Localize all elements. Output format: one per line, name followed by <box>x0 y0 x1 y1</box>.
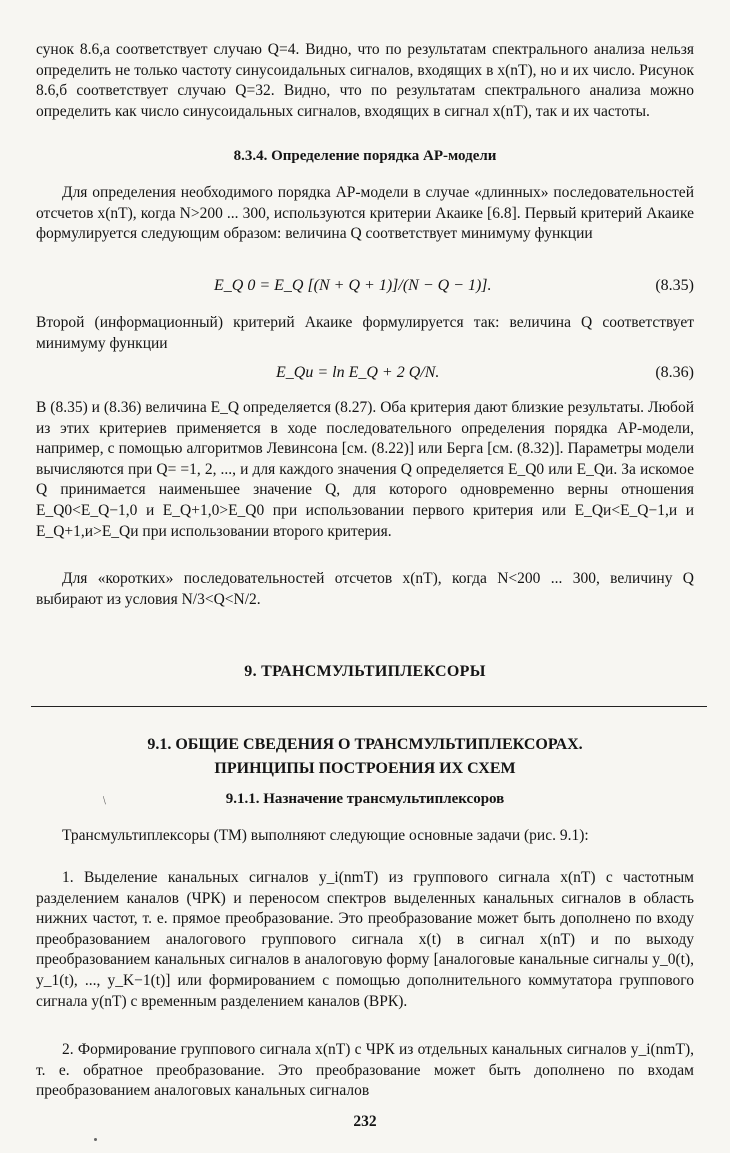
paragraph-tm-intro: Трансмультиплексоры (ТМ) выполняют следующие основные задачи (рис. 9.1): <box>62 827 589 844</box>
equation-8-35-body: E_Q 0 = E_Q [(N + Q + 1)]/(N − Q − 1)]. <box>214 277 492 294</box>
paragraph-short-sequences: Для «коротких» последовательностей отсчетов x(nT), когда N<200 ... 300, величину Q выбирают из условия N/3<Q<N/2. <box>36 570 694 608</box>
page-number: 232 <box>353 1113 377 1130</box>
paragraph-task-1: 1. Выделение канальных сигналов y_i(nmT) из группового сигнала x(nT) с частотным разделением каналов (ЧРК) и переносом спектров выделенных канальных сигналов в область нижних частот, т. е. прямое преобразование. Это преобразование может быть дополнено по входу преобразованием аналогового группового сигнала x(t) в сигнал x(nT) и по выходу преобразованием канальных сигналов в аналоговую форму [аналоговые канальные сигналы y_0(t), y_1(t), ..., y_K−1(t)] или формированием с помощью дополнительного коммутатора группового сигнала y(nT) с временным разделением каналов (ВРК). <box>36 869 694 1010</box>
equation-8-35-number: (8.35) <box>655 277 694 294</box>
section-9-1-title-line2: ПРИНЦИПЫ ПОСТРОЕНИЯ ИХ СХЕМ <box>214 760 516 777</box>
pencil-mark: / <box>99 793 110 807</box>
paragraph-akaike-criteria: Для определения необходимого порядка АР-модели в случае «длинных» последовательностей отсчетов x(nT), когда N>200 ... 300, используются критерии Акаике [6.8]. Первый критерий Акаике формулируется следующим образом: величина Q соответствует минимуму функции <box>36 184 694 243</box>
equation-8-36-number: (8.36) <box>655 364 694 381</box>
chapter-rule <box>31 706 707 707</box>
paragraph-second-criterion: Второй (информационный) критерий Акаике формулируется так: величина Q соответствует минимуму функции <box>36 314 694 352</box>
chapter-title: 9. ТРАНСМУЛЬТИПЛЕКСОРЫ <box>244 663 486 680</box>
heading-8-3-4: 8.3.4. Определение порядка АР-модели <box>233 148 497 164</box>
equation-8-36-body: E_Qи = ln E_Q + 2 Q/N. <box>276 364 440 381</box>
heading-9-1-1: 9.1.1. Назначение трансмультиплексоров <box>225 791 505 807</box>
speck-mark <box>94 1138 97 1141</box>
equation-8-35 <box>36 277 694 301</box>
equation-8-36 <box>36 364 694 388</box>
section-9-1-title <box>36 733 694 781</box>
paragraph-task-2: 2. Формирование группового сигнала x(nT) с ЧРК из отдельных канальных сигналов y_i(nmT), т. е. обратное преобразование. Это преобразование может быть дополнено по входам преобразованием аналоговых канальных сигналов <box>36 1041 694 1100</box>
paragraph-criteria-comparison: В (8.35) и (8.36) величина E_Q определяется (8.27). Оба критерия дают близкие результаты. Любой из этих критериев применяется в ходе последовательного определения порядка АР-модели, например, с помощью алгоритмов Левинсона [см. (8.22)] или Берга [см. (8.32)]. Параметры модели вычисляются при Q= =1, 2, ..., и для каждого значения Q определяется E_Q0 или E_Qи. За искомое Q принимается наименьшее значение Q, для которого одновременно верны отношения E_Q0<E_Q−1,0 и E_Q+1,0>E_Q0 при использовании первого критерия или E_Qи<E_Q−1,и и E_Q+1,и>E_Qи при использовании второго критерия. <box>36 399 694 540</box>
section-9-1-title-line1: 9.1. ОБЩИЕ СВЕДЕНИЯ О ТРАНСМУЛЬТИПЛЕКСОРАХ. <box>147 736 583 753</box>
paragraph-spectral-result: сунок 8.6,а соответствует случаю Q=4. Видно, что по результатам спектрального анализа нельзя определить не только частоту синусоидальных сигналов, входящих в x(nT), но и их число. Рисунок 8.6,б соответствует случаю Q=32. Видно, что по результатам спектрального анализа можно определить как число синусоидальных сигналов, входящих в сигнал x(nT), так и их частоты. <box>36 41 694 120</box>
